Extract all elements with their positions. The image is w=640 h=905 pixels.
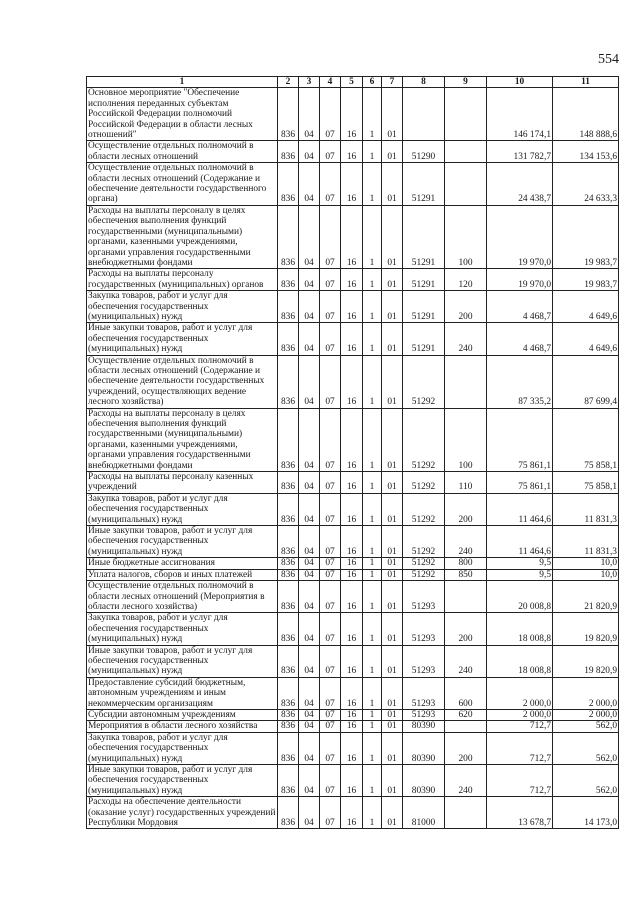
code-ministry: 836 [278,613,299,645]
table-row [87,163,619,206]
code-section: 04 [299,732,320,764]
code-section: 04 [299,269,320,291]
item-name: Закупка товаров, работ и услуг для обеспечения государственных (муниципальных) нужд [87,493,278,525]
item-name: Иные закупки товаров, работ и услуг для обеспечения государственных (муниципальных) нужд [87,526,278,558]
code-section: 04 [299,581,320,613]
code-subprogram: 1 [363,613,382,645]
code-subsection: 07 [320,269,341,291]
code-subsection: 07 [320,732,341,764]
code-activity: 01 [382,558,403,569]
code-expense-type [445,355,487,408]
item-name: Уплата налогов, сборов и иных платежей [87,569,278,580]
code-expense-type: 240 [445,323,487,355]
code-expense-type: 600 [445,677,487,709]
code-direction: 80390 [403,721,445,732]
code-subsection: 07 [320,797,341,829]
code-ministry: 836 [278,291,299,323]
code-subprogram: 1 [363,493,382,525]
table-row [87,88,619,141]
item-name: Иные закупки товаров, работ и услуг для обеспечения государственных (муниципальных) нужд [87,645,278,677]
code-subprogram: 1 [363,732,382,764]
header-cell: 5 [341,77,363,88]
code-expense-type: 800 [445,558,487,569]
amount-year-2: 10,0 [553,569,619,580]
code-activity: 01 [382,163,403,206]
item-name: Расходы на обеспечение деятельности (оказание услуг) государственных учреждений Республики Мордовия [87,797,278,829]
code-activity: 01 [382,613,403,645]
code-section: 04 [299,88,320,141]
code-expense-type: 240 [445,765,487,797]
code-expense-type: 200 [445,493,487,525]
amount-year-2: 562,0 [553,765,619,797]
code-expense-type: 120 [445,269,487,291]
code-subsection: 07 [320,493,341,525]
code-subprogram: 1 [363,141,382,163]
code-activity: 01 [382,709,403,720]
code-expense-type [445,797,487,829]
code-program: 16 [341,765,363,797]
amount-year-2: 134 153,6 [553,141,619,163]
code-expense-type: 200 [445,291,487,323]
code-direction: 51293 [403,613,445,645]
code-program: 16 [341,581,363,613]
code-program: 16 [341,141,363,163]
code-subprogram: 1 [363,709,382,720]
table-row [87,569,619,580]
amount-year-2: 562,0 [553,732,619,764]
code-direction [403,88,445,141]
code-direction: 51292 [403,408,445,471]
code-ministry: 836 [278,645,299,677]
table-row [87,797,619,829]
item-name: Осуществление отдельных полномочий в области лесных отношений (Мероприятия в области лесного хозяйства) [87,581,278,613]
item-name: Расходы на выплаты персоналу государственных (муниципальных) органов [87,269,278,291]
code-direction: 51292 [403,526,445,558]
code-subprogram: 1 [363,408,382,471]
table-row [87,408,619,471]
code-section: 04 [299,765,320,797]
code-subsection: 07 [320,472,341,494]
amount-year-2: 19 820,9 [553,645,619,677]
code-ministry: 836 [278,269,299,291]
item-name: Осуществление отдельных полномочий в области лесных отношений (Содержание и обеспечение деятельности государственного органа) [87,163,278,206]
code-direction: 51293 [403,709,445,720]
code-expense-type: 110 [445,472,487,494]
code-program: 16 [341,205,363,268]
code-subprogram: 1 [363,88,382,141]
item-name: Расходы на выплаты персоналу в целях обеспечения выполнения функций государственными (муниципальными) органами, казенными учреждениями, органами управления государственными внебюджетными фондами [87,408,278,471]
code-direction: 51293 [403,581,445,613]
code-activity: 01 [382,88,403,141]
code-ministry: 836 [278,732,299,764]
code-activity: 01 [382,569,403,580]
code-expense-type [445,163,487,206]
code-ministry: 836 [278,765,299,797]
code-subsection: 07 [320,205,341,268]
code-subprogram: 1 [363,558,382,569]
code-subprogram: 1 [363,355,382,408]
code-section: 04 [299,677,320,709]
code-section: 04 [299,291,320,323]
code-subprogram: 1 [363,291,382,323]
code-ministry: 836 [278,677,299,709]
item-name: Расходы на выплаты персоналу казенных учреждений [87,472,278,494]
code-ministry: 836 [278,355,299,408]
amount-year-1: 87 335,2 [487,355,553,408]
code-direction: 80390 [403,732,445,764]
code-activity: 01 [382,493,403,525]
item-name: Закупка товаров, работ и услуг для обеспечения государственных (муниципальных) нужд [87,291,278,323]
code-expense-type: 240 [445,645,487,677]
header-cell: 1 [87,77,278,88]
header-cell: 4 [320,77,341,88]
code-subprogram: 1 [363,205,382,268]
code-program: 16 [341,721,363,732]
code-subsection: 07 [320,408,341,471]
code-expense-type [445,721,487,732]
code-activity: 01 [382,721,403,732]
code-expense-type: 100 [445,205,487,268]
code-ministry: 836 [278,709,299,720]
item-name: Мероприятия в области лесного хозяйства [87,721,278,732]
table-row [87,765,619,797]
amount-year-2: 2 000,0 [553,677,619,709]
amount-year-1: 11 464,6 [487,493,553,525]
code-section: 04 [299,355,320,408]
code-program: 16 [341,493,363,525]
code-ministry: 836 [278,408,299,471]
item-name: Иные бюджетные ассигнования [87,558,278,569]
table-row [87,526,619,558]
code-activity: 01 [382,141,403,163]
amount-year-2: 4 649,6 [553,323,619,355]
code-direction: 51291 [403,163,445,206]
code-program: 16 [341,408,363,471]
amount-year-1: 24 438,7 [487,163,553,206]
code-direction: 81000 [403,797,445,829]
header-cell: 10 [487,77,553,88]
code-activity: 01 [382,765,403,797]
code-subprogram: 1 [363,526,382,558]
table-row [87,291,619,323]
table-row [87,645,619,677]
code-section: 04 [299,163,320,206]
code-section: 04 [299,721,320,732]
code-activity: 01 [382,205,403,268]
code-subprogram: 1 [363,721,382,732]
amount-year-1: 75 861,1 [487,472,553,494]
code-program: 16 [341,558,363,569]
code-program: 16 [341,569,363,580]
code-section: 04 [299,569,320,580]
amount-year-1: 19 970,0 [487,205,553,268]
code-subprogram: 1 [363,163,382,206]
amount-year-1: 9,5 [487,569,553,580]
code-section: 04 [299,323,320,355]
table-row [87,355,619,408]
amount-year-1: 712,7 [487,765,553,797]
code-section: 04 [299,645,320,677]
code-program: 16 [341,709,363,720]
amount-year-1: 712,7 [487,721,553,732]
code-direction: 51291 [403,269,445,291]
code-section: 04 [299,141,320,163]
code-activity: 01 [382,323,403,355]
code-direction: 51293 [403,677,445,709]
code-activity: 01 [382,472,403,494]
amount-year-2: 562,0 [553,721,619,732]
code-program: 16 [341,291,363,323]
code-subsection: 07 [320,569,341,580]
amount-year-1: 146 174,1 [487,88,553,141]
amount-year-1: 712,7 [487,732,553,764]
table-row [87,613,619,645]
table-row [87,472,619,494]
code-ministry: 836 [278,526,299,558]
header-cell: 8 [403,77,445,88]
amount-year-1: 20 008,8 [487,581,553,613]
code-subsection: 07 [320,677,341,709]
code-subprogram: 1 [363,797,382,829]
code-expense-type: 850 [445,569,487,580]
code-activity: 01 [382,269,403,291]
code-ministry: 836 [278,163,299,206]
code-section: 04 [299,613,320,645]
amount-year-1: 4 468,7 [487,323,553,355]
code-section: 04 [299,797,320,829]
amount-year-1: 19 970,0 [487,269,553,291]
code-program: 16 [341,526,363,558]
header-cell: 2 [278,77,299,88]
amount-year-2: 75 858,1 [553,472,619,494]
code-program: 16 [341,269,363,291]
code-ministry: 836 [278,721,299,732]
code-section: 04 [299,408,320,471]
table-row [87,721,619,732]
item-name: Иные закупки товаров, работ и услуг для обеспечения государственных (муниципальных) нужд [87,765,278,797]
table-body [87,88,619,829]
code-subprogram: 1 [363,569,382,580]
amount-year-2: 24 633,3 [553,163,619,206]
code-subprogram: 1 [363,472,382,494]
code-ministry: 836 [278,472,299,494]
code-section: 04 [299,709,320,720]
code-ministry: 836 [278,141,299,163]
code-subprogram: 1 [363,677,382,709]
amount-year-2: 4 649,6 [553,291,619,323]
code-subsection: 07 [320,581,341,613]
code-direction: 51291 [403,291,445,323]
code-activity: 01 [382,291,403,323]
code-ministry: 836 [278,205,299,268]
item-name: Закупка товаров, работ и услуг для обеспечения государственных (муниципальных) нужд [87,613,278,645]
amount-year-1: 9,5 [487,558,553,569]
table-row [87,732,619,764]
code-direction: 80390 [403,765,445,797]
code-ministry: 836 [278,88,299,141]
code-program: 16 [341,732,363,764]
amount-year-2: 11 831,3 [553,493,619,525]
amount-year-1: 18 008,8 [487,645,553,677]
amount-year-2: 11 831,3 [553,526,619,558]
code-ministry: 836 [278,581,299,613]
item-name: Основное мероприятие "Обеспечение исполнения переданных субъектам Российской Федерации полномочий Российской Федерации в области лесных отношений" [87,88,278,141]
item-name: Закупка товаров, работ и услуг для обеспечения государственных (муниципальных) нужд [87,732,278,764]
code-ministry: 836 [278,323,299,355]
code-subprogram: 1 [363,645,382,677]
code-direction: 51292 [403,493,445,525]
header-cell: 11 [553,77,619,88]
code-expense-type: 240 [445,526,487,558]
code-subsection: 07 [320,558,341,569]
code-expense-type: 100 [445,408,487,471]
amount-year-2: 19 983,7 [553,205,619,268]
code-subsection: 07 [320,355,341,408]
table-row [87,493,619,525]
code-section: 04 [299,526,320,558]
code-activity: 01 [382,355,403,408]
code-program: 16 [341,323,363,355]
header-cell: 9 [445,77,487,88]
code-direction: 51292 [403,569,445,580]
code-subprogram: 1 [363,581,382,613]
table-row [87,269,619,291]
code-subsection: 07 [320,709,341,720]
code-expense-type: 200 [445,613,487,645]
amount-year-1: 18 008,8 [487,613,553,645]
code-direction: 51291 [403,205,445,268]
code-subsection: 07 [320,141,341,163]
budget-table [86,76,619,829]
code-ministry: 836 [278,569,299,580]
code-ministry: 836 [278,797,299,829]
amount-year-1: 11 464,6 [487,526,553,558]
code-program: 16 [341,677,363,709]
amount-year-1: 131 782,7 [487,141,553,163]
amount-year-2: 19 983,7 [553,269,619,291]
amount-year-2: 87 699,4 [553,355,619,408]
code-expense-type: 620 [445,709,487,720]
code-ministry: 836 [278,493,299,525]
item-name: Осуществление отдельных полномочий в области лесных отношений (Содержание и обеспечение деятельности государственных учреждений, осуществляющих ведение лесного хозяйства) [87,355,278,408]
amount-year-1: 2 000,0 [487,677,553,709]
code-subprogram: 1 [363,323,382,355]
item-name: Субсидии автономным учреждениям [87,709,278,720]
code-direction: 51293 [403,645,445,677]
code-subsection: 07 [320,291,341,323]
code-activity: 01 [382,581,403,613]
amount-year-1: 75 861,1 [487,408,553,471]
code-expense-type [445,88,487,141]
code-program: 16 [341,88,363,141]
code-subsection: 07 [320,765,341,797]
code-program: 16 [341,645,363,677]
amount-year-2: 75 858,1 [553,408,619,471]
code-section: 04 [299,472,320,494]
amount-year-1: 13 678,7 [487,797,553,829]
code-activity: 01 [382,732,403,764]
code-subprogram: 1 [363,765,382,797]
code-direction: 51292 [403,472,445,494]
code-section: 04 [299,205,320,268]
amount-year-2: 148 888,6 [553,88,619,141]
code-subsection: 07 [320,645,341,677]
amount-year-1: 4 468,7 [487,291,553,323]
code-activity: 01 [382,526,403,558]
code-program: 16 [341,472,363,494]
code-program: 16 [341,355,363,408]
table-row [87,141,619,163]
page-number: 554 [598,52,619,67]
table-row [87,205,619,268]
header-cell: 7 [382,77,403,88]
code-subsection: 07 [320,163,341,206]
code-expense-type [445,581,487,613]
header-row [87,77,619,88]
table-row [87,677,619,709]
item-name: Осуществление отдельных полномочий в области лесных отношений [87,141,278,163]
amount-year-2: 10,0 [553,558,619,569]
amount-year-1: 2 000,0 [487,709,553,720]
header-cell: 6 [363,77,382,88]
code-subsection: 07 [320,721,341,732]
table-row [87,558,619,569]
code-program: 16 [341,613,363,645]
code-subprogram: 1 [363,269,382,291]
amount-year-2: 2 000,0 [553,709,619,720]
code-expense-type: 200 [445,732,487,764]
code-activity: 01 [382,645,403,677]
code-subsection: 07 [320,323,341,355]
item-name: Расходы на выплаты персоналу в целях обеспечения выполнения функций государственными (муниципальными) органами, казенными учреждениями, органами управления государственными внебюджетными фондами [87,205,278,268]
code-activity: 01 [382,408,403,471]
table-row [87,581,619,613]
table-row [87,323,619,355]
code-subsection: 07 [320,88,341,141]
code-subsection: 07 [320,526,341,558]
code-program: 16 [341,163,363,206]
code-activity: 01 [382,677,403,709]
code-section: 04 [299,493,320,525]
code-expense-type [445,141,487,163]
amount-year-2: 19 820,9 [553,613,619,645]
code-program: 16 [341,797,363,829]
header-cell: 3 [299,77,320,88]
item-name: Иные закупки товаров, работ и услуг для обеспечения государственных (муниципальных) нужд [87,323,278,355]
amount-year-2: 14 173,0 [553,797,619,829]
code-direction: 51290 [403,141,445,163]
item-name: Предоставление субсидий бюджетным, автономным учреждениям и иным некоммерческим организациям [87,677,278,709]
table-row [87,709,619,720]
amount-year-2: 21 820,9 [553,581,619,613]
code-direction: 51292 [403,355,445,408]
code-direction: 51292 [403,558,445,569]
code-direction: 51291 [403,323,445,355]
code-activity: 01 [382,797,403,829]
code-subsection: 07 [320,613,341,645]
code-ministry: 836 [278,558,299,569]
code-section: 04 [299,558,320,569]
